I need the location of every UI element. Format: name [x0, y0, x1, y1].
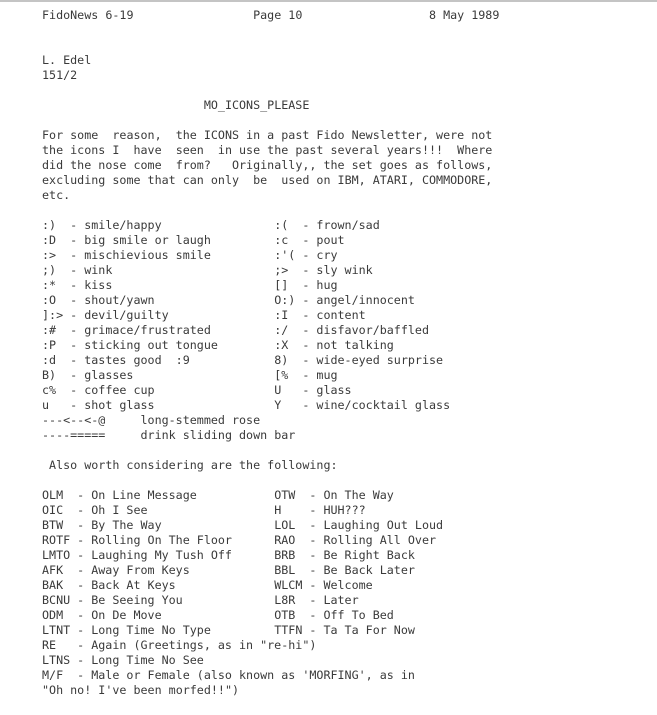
- acronym-description: Off To Bed: [323, 608, 394, 622]
- acronym-description: Male or Female (also known as 'MORFING', as in: [91, 668, 415, 682]
- emoticon-description: frown/sad: [316, 218, 380, 232]
- emoticon-description: angel/innocent: [316, 293, 415, 307]
- emoticon-row: [42, 293, 657, 308]
- emoticon-row: [42, 278, 657, 293]
- emoticon-code: :*: [42, 278, 57, 292]
- acronym-code: H: [274, 503, 282, 517]
- dash-separator: -: [309, 563, 317, 577]
- acronym-row: [42, 593, 657, 608]
- acronym-code: ROTF: [42, 533, 71, 547]
- emoticon-row: [42, 398, 657, 413]
- emoticon-code: ----=====: [42, 428, 106, 442]
- acronym-code: BBL: [274, 563, 296, 577]
- emoticon-code: Y: [274, 398, 282, 412]
- emoticon-description: shout/yawn: [84, 293, 155, 307]
- emoticon-code: ]:>: [42, 308, 64, 322]
- drink-emoticon-row: [42, 428, 657, 443]
- acronym-code: M/F: [42, 668, 64, 682]
- emoticon-code: :'(: [274, 248, 296, 262]
- acronym-row: [42, 518, 657, 533]
- emoticon-description: not talking: [316, 338, 394, 352]
- dash-separator: -: [77, 563, 85, 577]
- emoticon-description: big smile or laugh: [84, 233, 211, 247]
- dash-separator: -: [302, 383, 310, 397]
- emoticon-description: mischievious smile: [84, 248, 211, 262]
- dash-separator: -: [70, 338, 78, 352]
- dash-separator: -: [302, 218, 310, 232]
- acronym-code: BRB: [274, 548, 296, 562]
- newsletter-document: [0, 2, 657, 698]
- emoticon-code: :/: [274, 323, 289, 337]
- rose-emoticon-row: [42, 413, 657, 428]
- page-header: [42, 8, 657, 23]
- acronym-description: Ta Ta For Now: [323, 623, 415, 637]
- emoticon-code: ---<--<-@: [42, 413, 106, 427]
- acronym-row: [42, 488, 657, 503]
- acronym-description: Later: [323, 593, 359, 607]
- dash-separator: -: [77, 653, 85, 667]
- emoticon-row: [42, 233, 657, 248]
- emoticon-code: :D: [42, 233, 57, 247]
- dash-separator: -: [77, 548, 85, 562]
- emoticon-description: disfavor/baffled: [316, 323, 429, 337]
- emoticon-row: [42, 368, 657, 383]
- dash-separator: -: [302, 308, 310, 322]
- emoticon-description: drink sliding down bar: [140, 428, 296, 442]
- dash-separator: -: [70, 293, 78, 307]
- dash-separator: -: [77, 503, 85, 517]
- emoticon-code: ;): [42, 263, 57, 277]
- emoticon-description: wink: [84, 263, 113, 277]
- emoticon-row: [42, 308, 657, 323]
- dash-separator: -: [77, 488, 85, 502]
- intro-line: etc.: [42, 188, 71, 202]
- emoticon-row: [42, 338, 657, 353]
- emoticon-description: shot glass: [84, 398, 155, 412]
- dash-separator: -: [70, 233, 78, 247]
- acronym-code: OTB: [274, 608, 296, 622]
- acronym-description: Be Right Back: [323, 548, 415, 562]
- article-title: MO_ICONS_PLEASE: [203, 98, 310, 112]
- acronym-code: OLM: [42, 488, 64, 502]
- dash-separator: -: [70, 218, 78, 232]
- emoticon-code: :(: [274, 218, 289, 232]
- emoticon-code: ;>: [274, 263, 289, 277]
- acronym-row: [42, 533, 657, 548]
- dash-separator: -: [77, 518, 85, 532]
- newsletter-title: FidoNews 6-19: [42, 8, 134, 22]
- continuation-line: "Oh no! I've been morfed!!"): [42, 683, 240, 697]
- dash-separator: -: [70, 368, 78, 382]
- emoticon-row: [42, 218, 657, 233]
- acronym-code: LTNS: [42, 653, 71, 667]
- acronym-code: LTNT: [42, 623, 71, 637]
- acronym-description: Be Seeing You: [91, 593, 183, 607]
- dash-separator: -: [309, 533, 317, 547]
- acronym-code: OIC: [42, 503, 64, 517]
- emoticon-description: coffee cup: [84, 383, 155, 397]
- author-node: 151/2: [42, 68, 78, 82]
- emoticon-code: :>: [42, 248, 57, 262]
- page-number: Page 10: [253, 8, 303, 22]
- emoticon-description: content: [316, 308, 366, 322]
- acronym-row: [42, 503, 657, 518]
- emoticon-description: wine/cocktail glass: [316, 398, 451, 412]
- emoticon-code: :O: [42, 293, 57, 307]
- acronym-code: BTW: [42, 518, 64, 532]
- acronym-description: Long Time No Type: [91, 623, 211, 637]
- emoticon-description: hug: [316, 278, 338, 292]
- dash-separator: -: [302, 398, 310, 412]
- dash-separator: -: [302, 233, 310, 247]
- emoticon-description: sly wink: [316, 263, 373, 277]
- intro-line: For some reason, the ICONS in a past Fido Newsletter, were not: [42, 128, 493, 142]
- emoticon-code: U: [274, 383, 282, 397]
- emoticon-description: devil/guilty: [84, 308, 169, 322]
- acronym-code: WLCM: [274, 578, 303, 592]
- dash-separator: -: [77, 608, 85, 622]
- emoticon-code: :#: [42, 323, 57, 337]
- dash-separator: -: [302, 368, 310, 382]
- emoticon-code: :d: [42, 353, 57, 367]
- emoticon-code: O:): [274, 293, 296, 307]
- dash-separator: -: [302, 338, 310, 352]
- emoticon-code: :P: [42, 338, 57, 352]
- acronym-code: RE: [42, 638, 57, 652]
- acronym-description: On De Move: [91, 608, 162, 622]
- emoticon-code: B): [42, 368, 57, 382]
- acronym-description: On The Way: [323, 488, 394, 502]
- dash-separator: -: [302, 278, 310, 292]
- acronym-row: [42, 563, 657, 578]
- also-note: Also worth considering are the following:: [49, 458, 338, 472]
- dash-separator: -: [77, 623, 85, 637]
- acronym-row: [42, 638, 657, 653]
- acronym-description: Laughing Out Loud: [323, 518, 444, 532]
- dash-separator: -: [309, 578, 317, 592]
- emoticon-code: :I: [274, 308, 289, 322]
- emoticon-description: cry: [316, 248, 338, 262]
- emoticon-description: wide-eyed surprise: [316, 353, 444, 367]
- acronym-code: LOL: [274, 518, 296, 532]
- acronym-row: [42, 623, 657, 638]
- acronym-description: Rolling All Over: [323, 533, 437, 547]
- acronym-code: RAO: [274, 533, 296, 547]
- emoticon-description: smile/happy: [84, 218, 162, 232]
- acronym-code: OTW: [274, 488, 296, 502]
- dash-separator: -: [77, 638, 85, 652]
- acronym-description: Rolling On The Floor: [91, 533, 232, 547]
- acronym-description: Long Time No See: [91, 653, 204, 667]
- emoticon-row: [42, 323, 657, 338]
- dash-separator: -: [70, 398, 78, 412]
- emoticon-description: tastes good :9: [84, 353, 190, 367]
- acronym-row: [42, 578, 657, 593]
- dash-separator: -: [309, 488, 317, 502]
- dash-separator: -: [309, 623, 317, 637]
- dash-separator: -: [70, 383, 78, 397]
- dash-separator: -: [70, 353, 78, 367]
- dash-separator: -: [309, 608, 317, 622]
- dash-separator: -: [77, 533, 85, 547]
- acronym-description: Be Back Later: [323, 563, 415, 577]
- dash-separator: -: [70, 278, 78, 292]
- emoticon-row: [42, 248, 657, 263]
- emoticon-description: kiss: [84, 278, 113, 292]
- emoticon-description: pout: [316, 233, 345, 247]
- emoticon-description: long-stemmed rose: [140, 413, 261, 427]
- emoticon-row: [42, 353, 657, 368]
- acronym-row: [42, 548, 657, 563]
- emoticon-code: []: [274, 278, 289, 292]
- acronym-code: LMTO: [42, 548, 71, 562]
- dash-separator: -: [309, 518, 317, 532]
- acronym-row: [42, 653, 657, 668]
- dash-separator: -: [70, 308, 78, 322]
- dash-separator: -: [70, 323, 78, 337]
- acronym-code: ODM: [42, 608, 64, 622]
- emoticon-code: :c: [274, 233, 289, 247]
- acronym-row: [42, 668, 657, 683]
- acronym-description: Welcome: [323, 578, 373, 592]
- dash-separator: -: [77, 668, 85, 682]
- dash-separator: -: [77, 578, 85, 592]
- emoticon-code: u: [42, 398, 50, 412]
- emoticon-code: [%: [274, 368, 289, 382]
- dash-separator: -: [77, 593, 85, 607]
- acronym-description: Back At Keys: [91, 578, 176, 592]
- issue-date: 8 May 1989: [429, 8, 500, 22]
- acronym-code: L8R: [274, 593, 296, 607]
- acronym-description: Oh I See: [91, 503, 148, 517]
- dash-separator: -: [302, 263, 310, 277]
- dash-separator: -: [309, 593, 317, 607]
- emoticon-code: 8): [274, 353, 289, 367]
- emoticon-row: [42, 383, 657, 398]
- dash-separator: -: [70, 263, 78, 277]
- dash-separator: -: [302, 323, 310, 337]
- emoticon-code: c%: [42, 383, 57, 397]
- dash-separator: -: [309, 548, 317, 562]
- acronym-description: HUH???: [323, 503, 366, 517]
- intro-line: did the nose come from? Originally,, the set goes as follows,: [42, 158, 493, 172]
- acronym-code: TTFN: [274, 623, 303, 637]
- emoticon-description: grimace/frustrated: [84, 323, 211, 337]
- author-name: L. Edel: [42, 53, 92, 67]
- intro-line: excluding some that can only be used on IBM, ATARI, COMMODORE,: [42, 173, 493, 187]
- emoticon-description: sticking out tongue: [84, 338, 218, 352]
- acronym-description: On Line Message: [91, 488, 197, 502]
- emoticon-code: :): [42, 218, 57, 232]
- emoticon-description: mug: [316, 368, 338, 382]
- emoticon-description: glasses: [84, 368, 134, 382]
- acronym-row: [42, 608, 657, 623]
- acronym-description: Laughing My Tush Off: [91, 548, 232, 562]
- dash-separator: -: [309, 503, 317, 517]
- dash-separator: -: [70, 248, 78, 262]
- emoticon-code: :X: [274, 338, 289, 352]
- dash-separator: -: [302, 353, 310, 367]
- dash-separator: -: [302, 293, 310, 307]
- acronym-code: BCNU: [42, 593, 71, 607]
- acronym-description: Again (Greetings, as in "re-hi"): [91, 638, 317, 652]
- acronym-code: BAK: [42, 578, 64, 592]
- emoticon-description: glass: [316, 383, 352, 397]
- acronym-code: AFK: [42, 563, 64, 577]
- acronym-description: Away From Keys: [91, 563, 190, 577]
- intro-line: the icons I have seen in use the past several years!!! Where: [42, 143, 493, 157]
- acronym-description: By The Way: [91, 518, 162, 532]
- emoticon-row: [42, 263, 657, 278]
- dash-separator: -: [302, 248, 310, 262]
